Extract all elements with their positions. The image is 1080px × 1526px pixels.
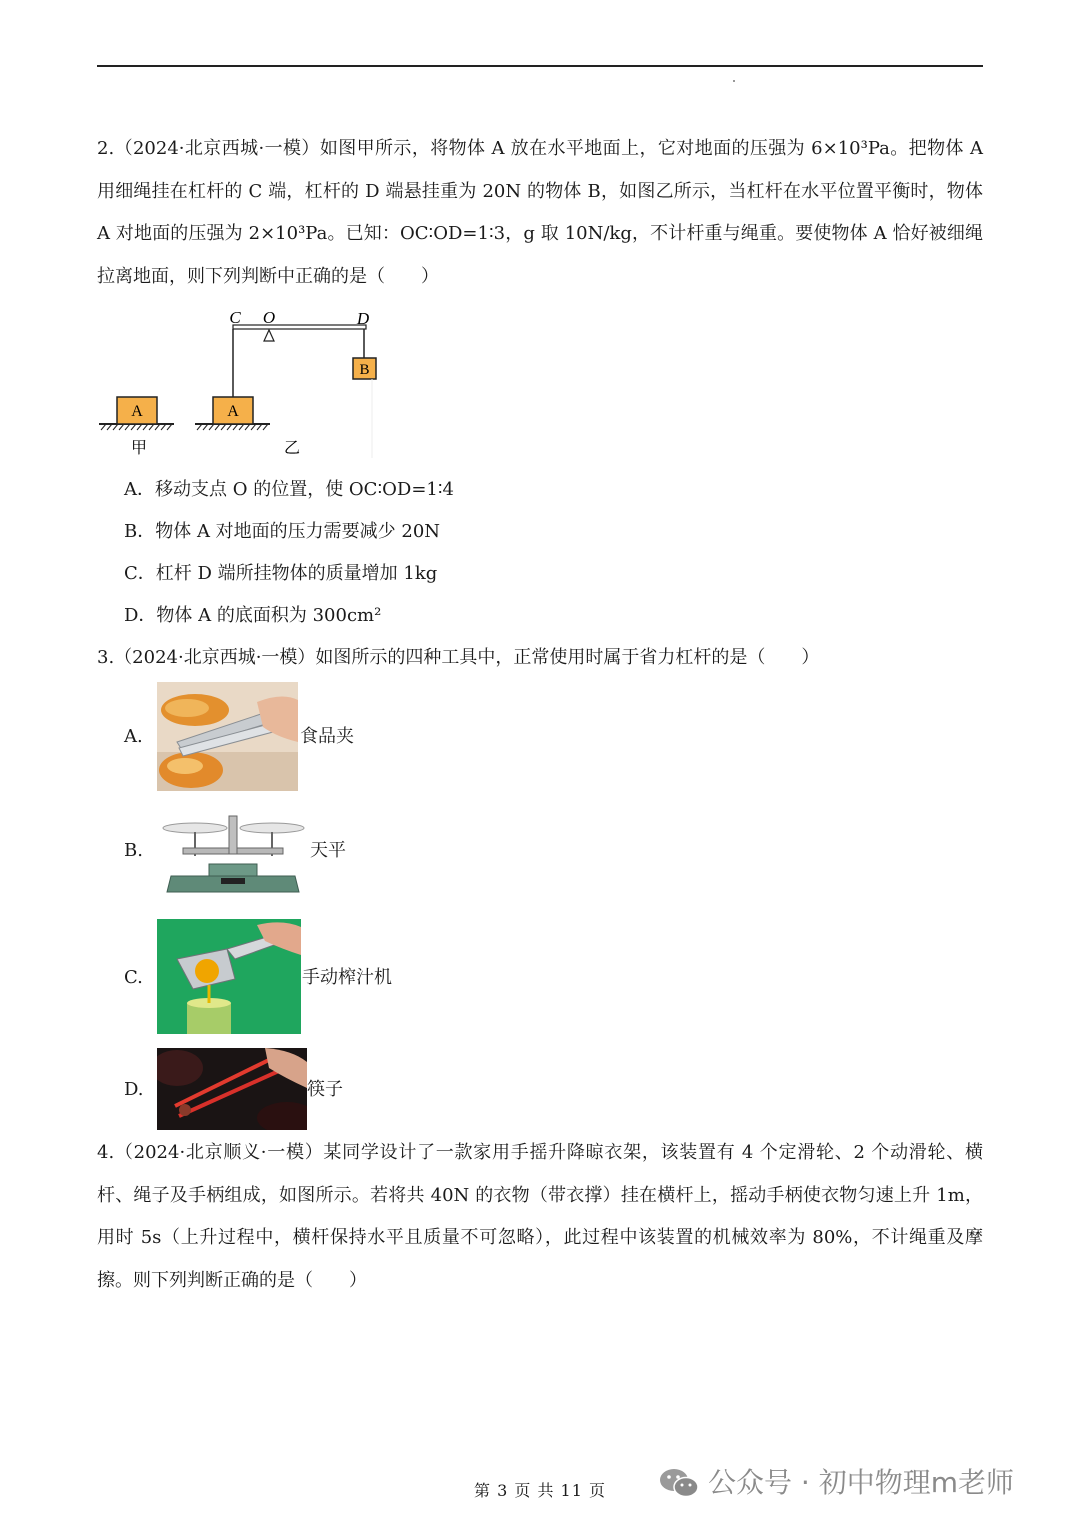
question-2-text: 2.（2024·北京西城·一模）如图甲所示，将物体 A 放在水平地面上，它对地面的压强为 6×10³Pa。把物体 A 用细绳挂在杠杆的 C 端，杠杆的 D 端悬挂重为 20N 的物体 B，如图乙所示，当杠杆在水平位置平衡时，物体 A 对地面的压强为 2×10³Pa。已知：OC∶OD=1∶3，g 取 10N/kg，不计杆重与绳重。要使物体 A 恰好被细绳拉离地面，则下列判断中正确的是（ ）: [97, 138, 983, 287]
q2-option-b[interactable]: B．物体 A 对地面的压力需要减少 20N: [124, 521, 441, 542]
question-3-text: 3.（2024·北京西城·一模）如图所示的四种工具中，正常使用时属于省力杠杆的是（ ）: [97, 647, 820, 668]
ground-jia: [99, 424, 174, 430]
q3-option-d-label[interactable]: D.: [124, 1079, 144, 1100]
ground-yi: [195, 424, 270, 430]
manual-juicer-photo: [157, 919, 301, 1034]
block-a-jia-label: A: [131, 403, 143, 420]
header-rule: [97, 65, 983, 67]
q3-caption-b: 天平: [310, 840, 346, 861]
q3-caption-a: 食品夹: [300, 726, 354, 747]
label-d: D: [356, 309, 370, 328]
food-tongs-photo: [157, 682, 298, 791]
lever-figure: [96, 306, 386, 460]
question-4-text: 4.（2024·北京顺义·一模）某同学设计了一款家用手摇升降晾衣架，该装置有 4 个定滑轮、2 个动滑轮、横杆、绳子及手柄组成，如图所示。若将共 40N 的衣物（带衣撑）挂在横杆上，摇动手柄使衣物匀速上升 1m，用时 5s（上升过程中，横杆保持水平且质量不可忽略），此过程中该装置的机械效率为 80%，不计绳重及摩擦。则下列判断正确的是（ ）: [97, 1142, 983, 1291]
lever-bar: [233, 325, 366, 329]
balance-scale-photo: [159, 806, 307, 894]
fulcrum: [264, 330, 274, 341]
wechat-icon: [658, 1466, 700, 1500]
caption-yi: 乙: [283, 438, 301, 457]
q2-option-d[interactable]: D．物体 A 的底面积为 300cm²: [124, 605, 382, 626]
q3-option-a-label[interactable]: A.: [124, 726, 143, 747]
watermark: [658, 1462, 1014, 1502]
speck: [733, 80, 735, 82]
block-b-label: B: [359, 362, 370, 378]
label-c: C: [229, 308, 241, 327]
chopsticks-photo: [157, 1048, 307, 1130]
caption-jia: 甲: [130, 438, 148, 457]
label-o: O: [262, 308, 276, 327]
q3-option-c-label[interactable]: C.: [124, 967, 143, 988]
page-number: 第 3 页 共 11 页: [474, 1481, 606, 1500]
block-a-yi-label: A: [227, 403, 239, 420]
q3-option-b-label[interactable]: B.: [124, 840, 143, 861]
q3-caption-d: 筷子: [307, 1079, 343, 1100]
watermark-text: 公众号 · 初中物理m老师: [708, 1466, 1014, 1499]
q2-option-c[interactable]: C．杠杆 D 端所挂物体的质量增加 1kg: [124, 563, 438, 584]
q2-option-a[interactable]: A．移动支点 O 的位置，使 OC∶OD=1∶4: [124, 479, 454, 500]
q3-caption-c: 手动榨汁机: [302, 967, 392, 988]
